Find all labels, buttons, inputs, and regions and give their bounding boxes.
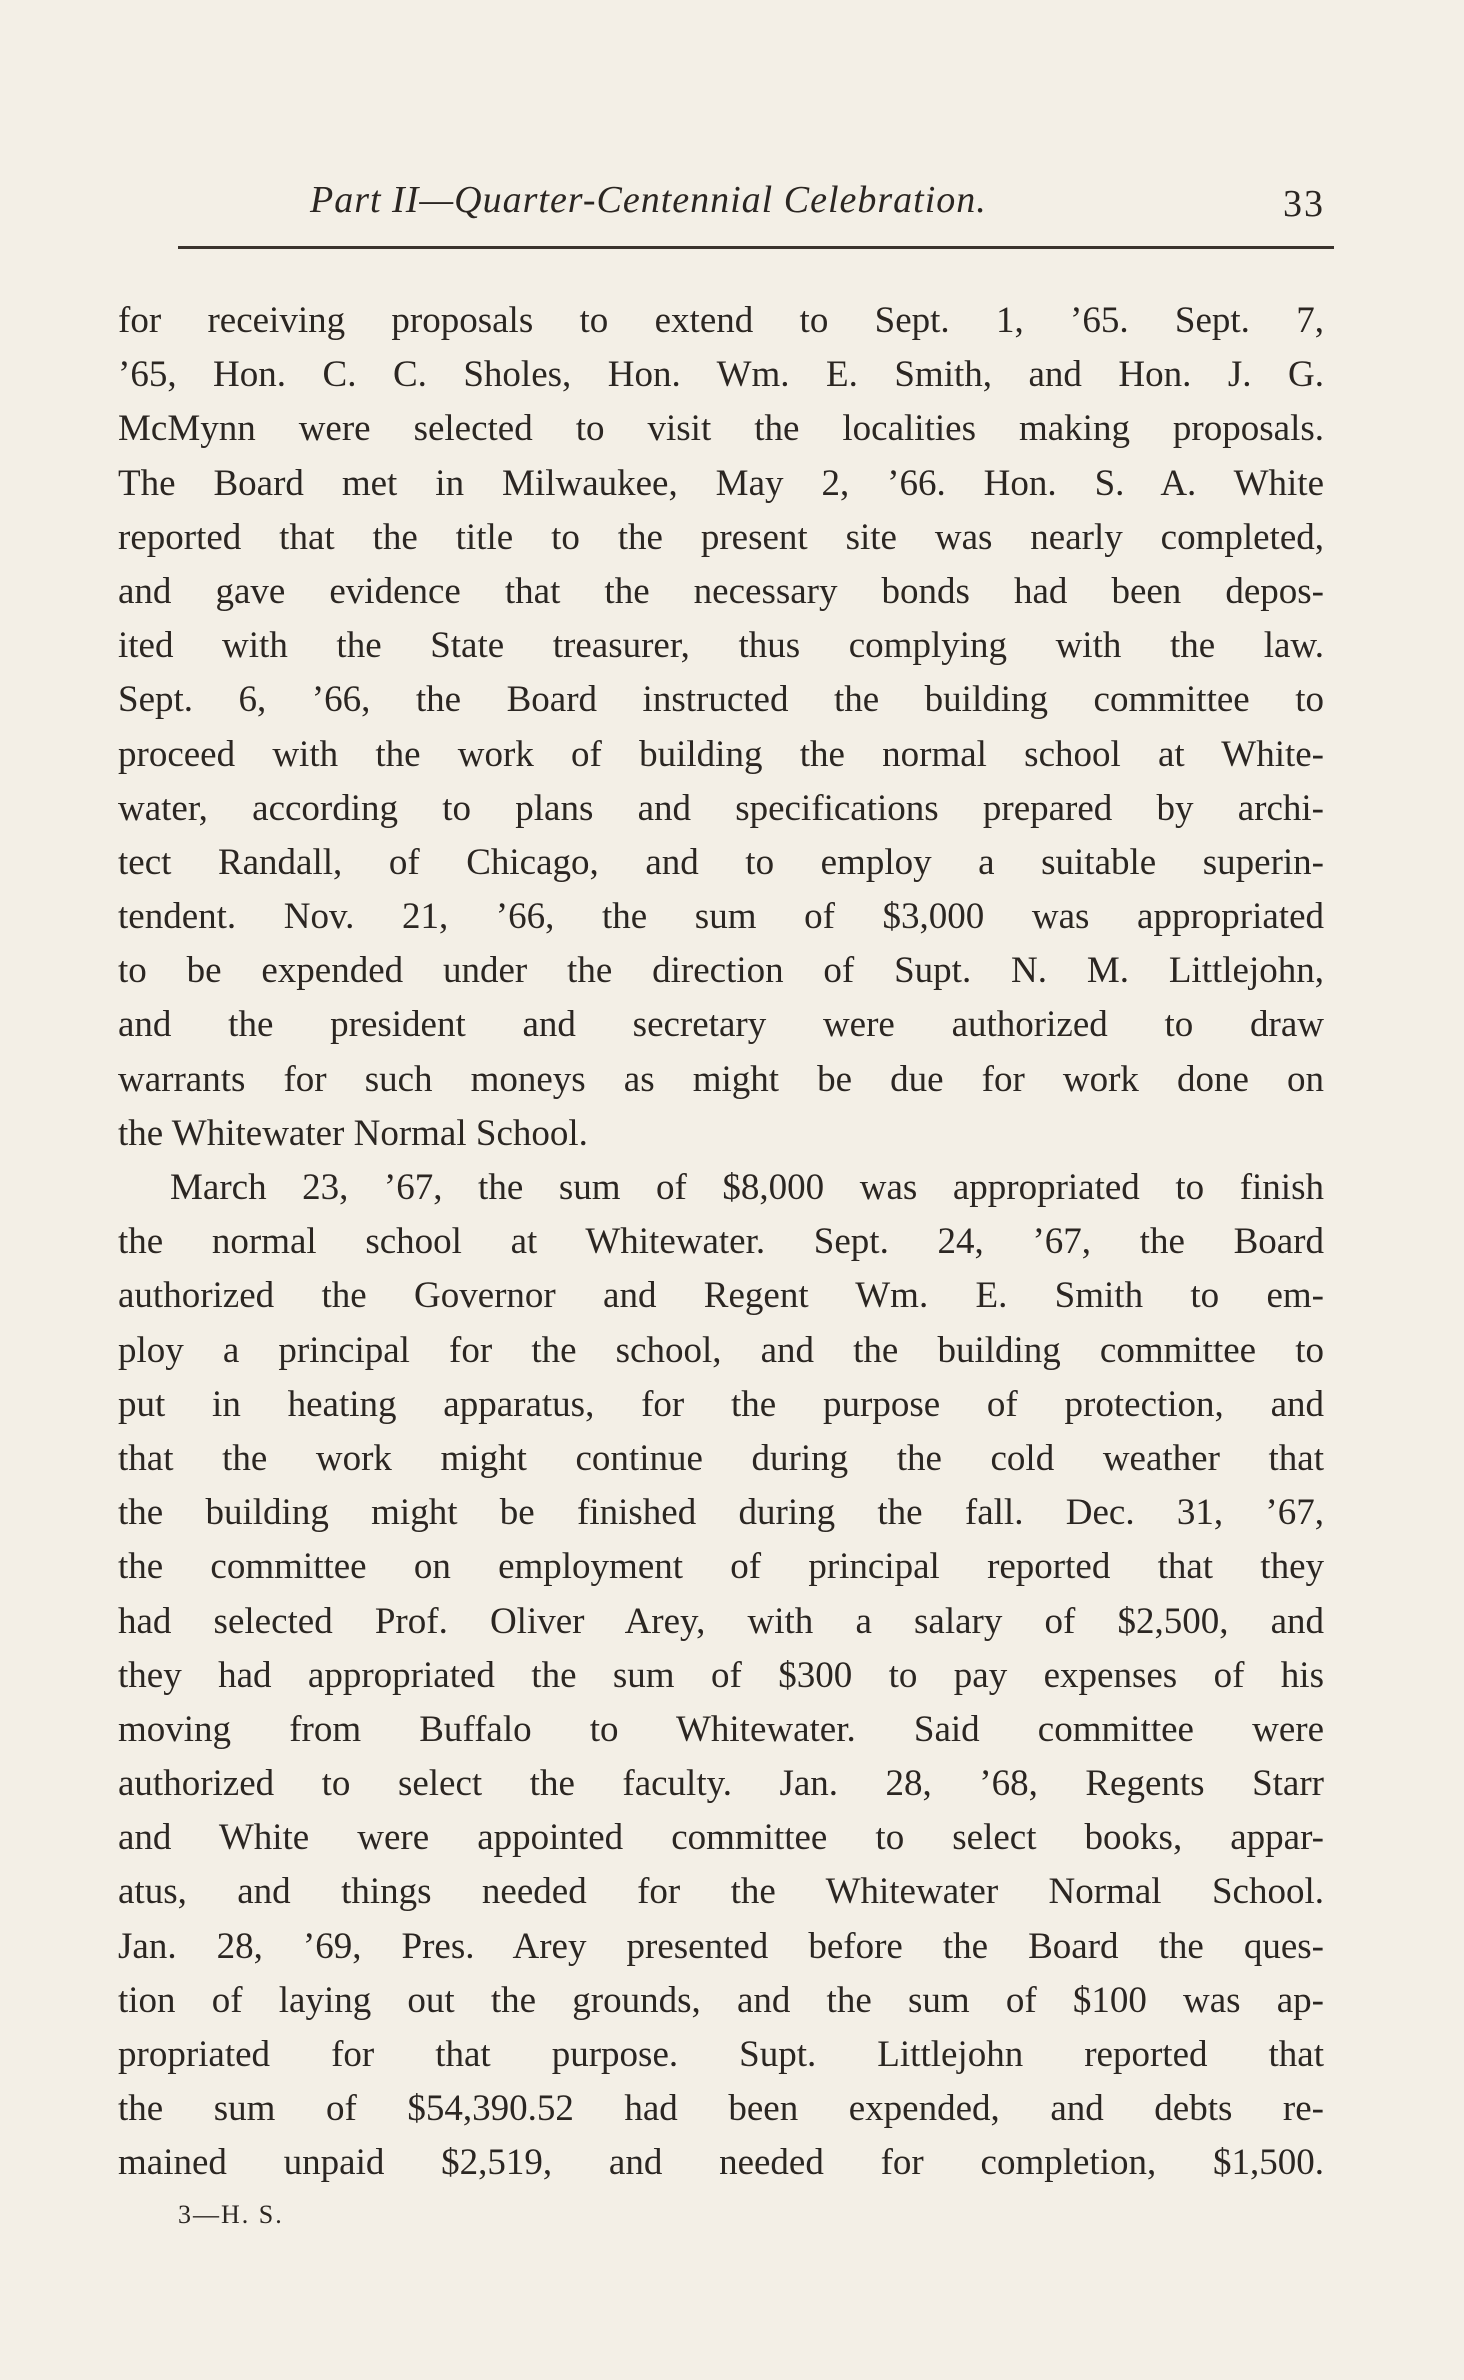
text-line: authorized the Governor and Regent Wm. E. Smith to em-	[118, 1275, 1324, 1317]
text-line: ’65, Hon. C. C. Sholes, Hon. Wm. E. Smith, and Hon. J. G.	[118, 354, 1324, 396]
text-line: Sept. 6, ’66, the Board instructed the building committee to	[118, 679, 1324, 721]
text-line: put in heating apparatus, for the purpose of protection, and	[118, 1383, 1324, 1425]
paragraph-1	[118, 294, 1324, 1161]
text-line: tendent. Nov. 21, ’66, the sum of $3,000 was appropriated	[118, 896, 1324, 938]
text-line: warrants for such moneys as might be due for work done on	[118, 1058, 1324, 1100]
running-head-title: Part II—Quarter-Centennial Celebration.	[310, 179, 987, 221]
text-line: for receiving proposals to extend to Sept. 1, ’65. Sept. 7,	[118, 300, 1324, 341]
text-line: McMynn were selected to visit the localities making proposals.	[118, 408, 1324, 450]
signature-mark: 3—H. S.	[178, 2200, 284, 2229]
text-line: mained unpaid $2,519, and needed for completion, $1,500.	[118, 2142, 1324, 2184]
text-line: and White were appointed committee to select books, appar-	[118, 1817, 1324, 1859]
text-line: ploy a principal for the school, and the building committee to	[118, 1329, 1324, 1371]
text-line: The Board met in Milwaukee, May 2, ’66. Hon. S. A. White	[118, 462, 1324, 504]
text-line: and gave evidence that the necessary bonds had been depos-	[118, 570, 1324, 612]
text-line: ited with the State treasurer, thus complying with the law.	[118, 625, 1324, 667]
text-line: proceed with the work of building the normal school at White-	[118, 733, 1324, 775]
text-line: propriated for that purpose. Supt. Littlejohn reported that	[118, 2034, 1324, 2075]
text-line: reported that the title to the present site was nearly completed,	[118, 516, 1324, 558]
text-line: that the work might continue during the cold weather that	[118, 1437, 1324, 1479]
body-text	[118, 294, 1324, 2191]
text-line: Jan. 28, ’69, Pres. Arey presented before the Board the ques-	[118, 1925, 1324, 1967]
text-line: the Whitewater Normal School.	[118, 1112, 588, 1154]
header-rule	[178, 246, 1334, 249]
text-line: had selected Prof. Oliver Arey, with a salary of $2,500, and	[118, 1600, 1324, 1642]
text-line: the committee on employment of principal reported that they	[118, 1546, 1324, 1588]
page-number: 33	[1283, 183, 1325, 225]
text-line: tect Randall, of Chicago, and to employ a suitable superin-	[118, 841, 1324, 883]
text-line: atus, and things needed for the Whitewater Normal School.	[118, 1871, 1324, 1913]
text-line: and the president and secretary were authorized to draw	[118, 1004, 1324, 1046]
paragraph-2	[118, 1161, 1324, 2191]
running-head	[180, 178, 1335, 238]
text-line: water, according to plans and specifications prepared by archi-	[118, 787, 1324, 829]
text-line: authorized to select the faculty. Jan. 28, ’68, Regents Starr	[118, 1763, 1324, 1805]
text-line: March 23, ’67, the sum of $8,000 was appropriated to finish	[170, 1167, 1324, 1208]
text-line: moving from Buffalo to Whitewater. Said committee were	[118, 1708, 1324, 1750]
text-line: tion of laying out the grounds, and the sum of $100 was ap-	[118, 1979, 1324, 2021]
text-line: the building might be finished during the fall. Dec. 31, ’67,	[118, 1492, 1324, 1534]
text-line: to be expended under the direction of Supt. N. M. Littlejohn,	[118, 950, 1324, 992]
text-line: the normal school at Whitewater. Sept. 24, ’67, the Board	[118, 1221, 1324, 1263]
text-line: the sum of $54,390.52 had been expended, and debts re-	[118, 2088, 1324, 2130]
text-line: they had appropriated the sum of $300 to pay expenses of his	[118, 1654, 1324, 1696]
